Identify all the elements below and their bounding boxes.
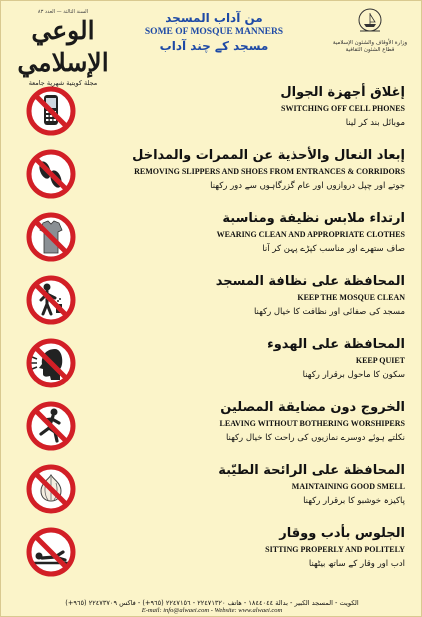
manner-english: SITTING PROPERLY AND POLITELY xyxy=(265,545,405,554)
manner-text xyxy=(85,335,405,383)
manner-arabic: ارتداء ملابس نظيفة ومناسبة xyxy=(222,211,405,226)
manner-arabic: المحافظة على الرائحة الطيّبة xyxy=(218,463,405,478)
manner-urdu: نکلتے ہوئے دوسرے نمازیوں کی راحت کا خیال رکھنا xyxy=(225,433,405,443)
shouting-icon xyxy=(25,337,77,389)
sector-name: قطاع الشئون الثقافية xyxy=(345,47,395,53)
manner-text xyxy=(85,83,405,131)
phone-icon xyxy=(25,85,77,137)
ministry-name: وزارة الأوقاف والشئون الإسلامية xyxy=(332,40,408,46)
list-item xyxy=(1,522,422,585)
manner-text xyxy=(85,461,405,509)
manner-urdu: جوتے اور چپل دروازوں اور عام گزرگاہوں سے دور رکھنا xyxy=(210,181,405,191)
manner-arabic: المحافظة على نظافة المسجد xyxy=(215,274,405,289)
poster-footer xyxy=(1,599,422,614)
poster-title xyxy=(139,11,289,53)
manner-urdu: سکون کا ماحول برقرار رکھنا xyxy=(302,370,405,380)
footer-address: الكويت - المسجد الكبير - بدالة ١٨٤٤٠٤٤ - هاتف ٢٢٤٧١٣٢٠ - ٢٢٤٧١٥٦ (٩٦٥+) - فاكس ٢٢٤٧٣٧٠٩ (٩٦٥+) xyxy=(65,599,359,607)
shoe-icon xyxy=(25,148,77,200)
manner-english: WEARING CLEAN AND APPROPRIATE CLOTHES xyxy=(216,230,405,239)
manner-arabic: المحافظة على الهدوء xyxy=(267,337,405,352)
manner-text xyxy=(85,398,405,446)
manner-arabic: إبعاد النعال والأحذية عن الممرات والمداخل xyxy=(132,148,405,163)
manner-text xyxy=(85,272,405,320)
list-item xyxy=(1,396,422,459)
poster-header xyxy=(1,1,422,87)
running-icon xyxy=(25,400,77,452)
ministry-logo xyxy=(325,7,415,53)
title-arabic: من آداب المسجد xyxy=(165,11,263,25)
magazine-logo xyxy=(9,9,117,87)
manner-english: MAINTAINING GOOD SMELL xyxy=(291,482,405,491)
magazine-title: الوعي الإسلامي xyxy=(17,16,109,77)
list-item xyxy=(1,207,422,270)
magazine-subtitle: مجلة كويتية شهرية جامعة xyxy=(28,79,98,87)
list-item xyxy=(1,459,422,522)
lying-icon xyxy=(25,526,77,578)
manner-text xyxy=(85,146,405,194)
manner-urdu: پاکیزہ خوشبو کا برقرار رکھنا xyxy=(303,496,405,506)
list-item xyxy=(1,81,422,144)
manner-english: LEAVING WITHOUT BOTHERING WORSHIPERS xyxy=(219,419,405,428)
shirt-icon xyxy=(25,211,77,263)
garlic-icon xyxy=(25,463,77,515)
manner-urdu: ادب اور وقار کے ساتھ بیٹھنا xyxy=(308,559,405,569)
kuwait-emblem-icon xyxy=(355,7,385,35)
manner-english: KEEP QUIET xyxy=(355,356,405,365)
manner-arabic: الخروج دون مضايقة المصلين xyxy=(220,400,405,415)
manner-text xyxy=(85,524,405,572)
footer-contact: E-mail: info@alwaei.com - Website: www.alwaei.com xyxy=(141,607,283,614)
manner-arabic: الجلوس بأدب ووقار xyxy=(279,526,405,541)
manner-arabic: إغلاق أجهزة الجوال xyxy=(280,85,405,100)
list-item xyxy=(1,333,422,396)
list-item xyxy=(1,144,422,207)
manner-urdu: صاف ستھرے اور مناسب کپڑے پہن کر آنا xyxy=(262,244,405,254)
title-english: SOME OF MOSQUE MANNERS xyxy=(144,27,284,37)
issue-text: السنة الثالثة — العدد ٨٣ xyxy=(37,9,89,15)
manner-urdu: موبائل بند کر لینا xyxy=(345,118,405,128)
title-urdu: مسجد کے چند آداب xyxy=(159,39,269,53)
list-item xyxy=(1,270,422,333)
manner-english: KEEP THE MOSQUE CLEAN xyxy=(297,293,405,302)
manner-text xyxy=(85,209,405,257)
manner-english: SWITCHING OFF CELL PHONES xyxy=(281,104,405,113)
littering-icon xyxy=(25,274,77,326)
manner-english: REMOVING SLIPPERS AND SHOES FROM ENTRANCES & CORRIDORS xyxy=(134,167,405,176)
manner-urdu: مسجد کی صفائی اور نظافت کا خیال رکھنا xyxy=(253,307,405,317)
